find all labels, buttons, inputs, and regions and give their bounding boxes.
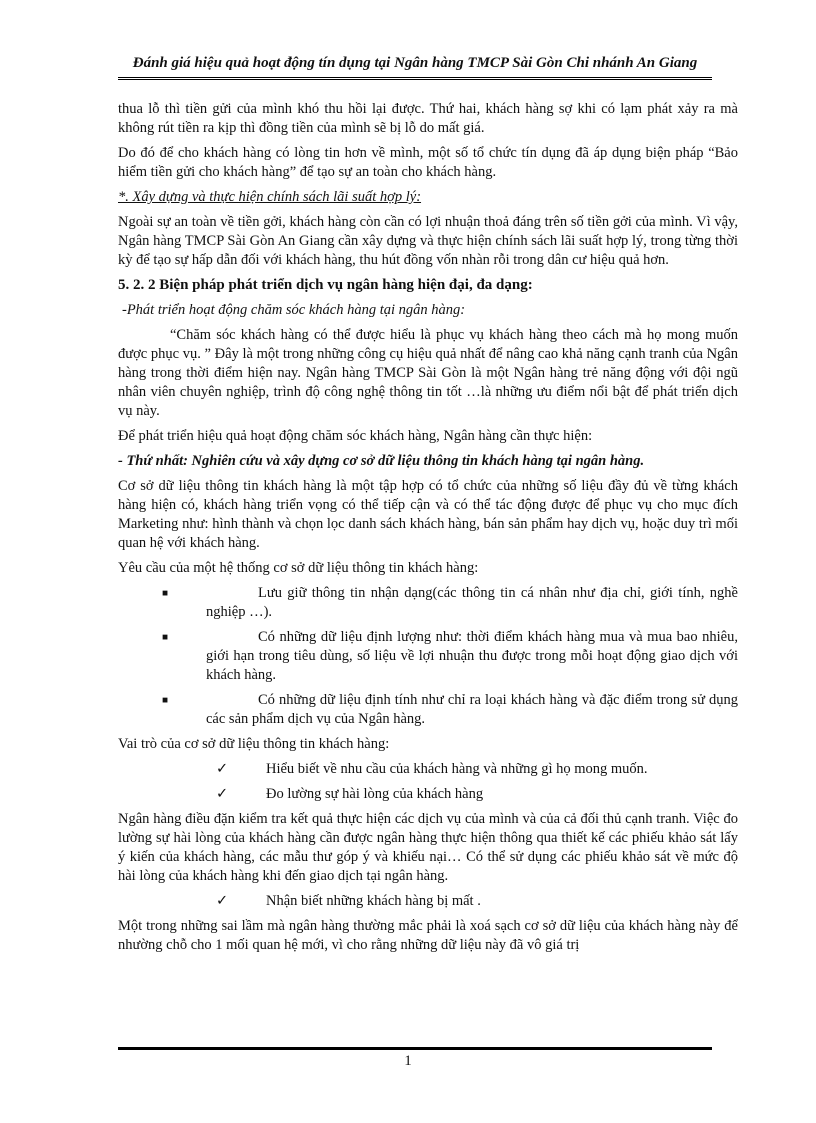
checkmark-icon: ✓ — [216, 893, 229, 909]
square-bullet-icon: ■ — [162, 588, 169, 599]
list-item-text: Có những dữ liệu định tính như chỉ ra loại khách hàng và đặc điểm trong sử dụng các sản phẩm dịch vụ của Ngân hàng. — [206, 692, 738, 727]
checkmark-icon: ✓ — [216, 786, 229, 802]
list-item — [118, 785, 738, 804]
list-item-text: Hiểu biết về nhu cầu của khách hàng và những gì họ mong muốn. — [266, 761, 648, 777]
square-bullet-icon: ■ — [162, 695, 169, 706]
paragraph: Cơ sở dữ liệu thông tin khách hàng là một tập hợp có tổ chức của những số liệu đầy đủ về từng khách hàng hiện có, khách hàng triển vọng có thể tiếp cận và có thể tác động được để phục vụ cho mục đích Marketing như: hình thành và chọn lọc danh sách khách hàng, bán sản phẩm hay dịch vụ, hoặc duy trì mối quan hệ với khách hàng. — [118, 478, 738, 551]
subheading-interest-policy: *. Xây dựng và thực hiện chính sách lãi suất hợp lý: — [118, 189, 422, 205]
paragraph: Ngân hàng điều đặn kiểm tra kết quả thực hiện các dịch vụ của mình và của cả đối thủ cạnh tranh. Việc đo lường sự hài lòng của khách hàng cần được ngân hàng thực hiện thông qua thiết kế các phiếu khảo sát lấy ý kiến của khách hàng, các mẫu thư góp ý và khiếu nại… Có thể sử dụng các phiếu khảo sát về mức độ hài lòng của khách hàng khi đến giao dịch tại ngân hàng. — [118, 811, 738, 884]
first-measure-heading: - Thứ nhất: Nghiên cứu và xây dựng cơ sở dữ liệu thông tin khách hàng tại ngân hàng. — [118, 453, 645, 469]
list-item — [162, 628, 738, 685]
header-rule — [118, 77, 712, 80]
subheading-customer-care: -Phát triển hoạt động chăm sóc khách hàng tại ngân hàng: — [122, 302, 466, 318]
list-item — [118, 760, 738, 779]
requirements-list — [118, 584, 738, 729]
paragraph: Yêu cầu của một hệ thống cơ sở dữ liệu thông tin khách hàng: — [118, 560, 479, 576]
checkmark-icon: ✓ — [216, 761, 229, 777]
footer-rule — [118, 1047, 712, 1050]
list-item-text: Có những dữ liệu định lượng như: thời điểm khách hàng mua và mua bao nhiêu, giới hạn trong tiêu dùng, số liệu về lợi nhuận thu được trong mỗi hoạt động giao dịch với khách hàng. — [206, 629, 738, 683]
paragraph: Do đó để cho khách hàng có lòng tin hơn về mình, một số tổ chức tín dụng đã áp dụng biện pháp “Bảo hiểm tiền gửi cho khách hàng” để tạo sự an toàn cho khách hàng. — [118, 145, 738, 180]
paragraph: Ngoài sự an toàn về tiền gởi, khách hàng còn cần có lợi nhuận thoả đáng trên số tiền gởi của mình. Vì vậy, Ngân hàng TMCP Sài Gòn An Giang cần xây dựng và thực hiện chính sách lãi suất hợp lý, trong từng thời kỳ để tạo sự hấp dẫn đối với khách hàng, thu hút đồng vốn nhàn rỗi trong dân cư hiệu quả hơn. — [118, 214, 738, 268]
list-item — [162, 691, 738, 729]
paragraph: “Chăm sóc khách hàng có thể được hiểu là phục vụ khách hàng theo cách mà họ mong muốn được phục vụ. ” Đây là một trong những công cụ hiệu quả nhất để nâng cao khả năng cạnh tranh của Ngân hàng trong thời điểm hiện nay. Ngân hàng TMCP Sài Gòn là một Ngân hàng trẻ năng động với đội ngũ nhân viên chuyên nghiệp, trình độ công nghệ thông tin tốt …là những ưu điểm nổi bật để phát triển dịch vụ này. — [118, 327, 738, 419]
paragraph: thua lỗ thì tiền gửi của mình khó thu hồi lại được. Thứ hai, khách hàng sợ khi có lạm phát xảy ra mà không rút tiền ra kịp thì đồng tiền của mình sẽ bị lỗ do mất giá. — [118, 101, 738, 136]
list-item — [162, 584, 738, 622]
list-item-text: Nhận biết những khách hàng bị mất . — [266, 893, 481, 909]
paragraph: Vai trò của cơ sở dữ liệu thông tin khách hàng: — [118, 736, 390, 752]
page-number: 1 — [404, 1053, 412, 1069]
running-header-title: Đánh giá hiệu quả hoạt động tín dụng tại Ngân hàng TMCP Sài Gòn Chi nhánh An Giang — [132, 55, 698, 71]
list-item-text: Lưu giữ thông tin nhận dạng(các thông tin cá nhân như địa chỉ, giới tính, nghề nghiệp …). — [206, 585, 738, 620]
paragraph: Một trong những sai lầm mà ngân hàng thường mắc phải là xoá sạch cơ sở dữ liệu của khách hàng này để nhường chỗ cho 1 mối quan hệ mới, vì cho rằng những dữ liệu này đã vô giá trị — [118, 918, 738, 953]
paragraph: Để phát triển hiệu quả hoạt động chăm sóc khách hàng, Ngân hàng cần thực hiện: — [118, 428, 593, 444]
page-content — [118, 100, 738, 961]
list-item-text: Đo lường sự hài lòng của khách hàng — [266, 786, 484, 802]
list-item — [118, 892, 738, 911]
section-heading: 5. 2. 2 Biện pháp phát triển dịch vụ ngân hàng hiện đại, đa dạng: — [118, 277, 533, 293]
square-bullet-icon: ■ — [162, 632, 169, 643]
